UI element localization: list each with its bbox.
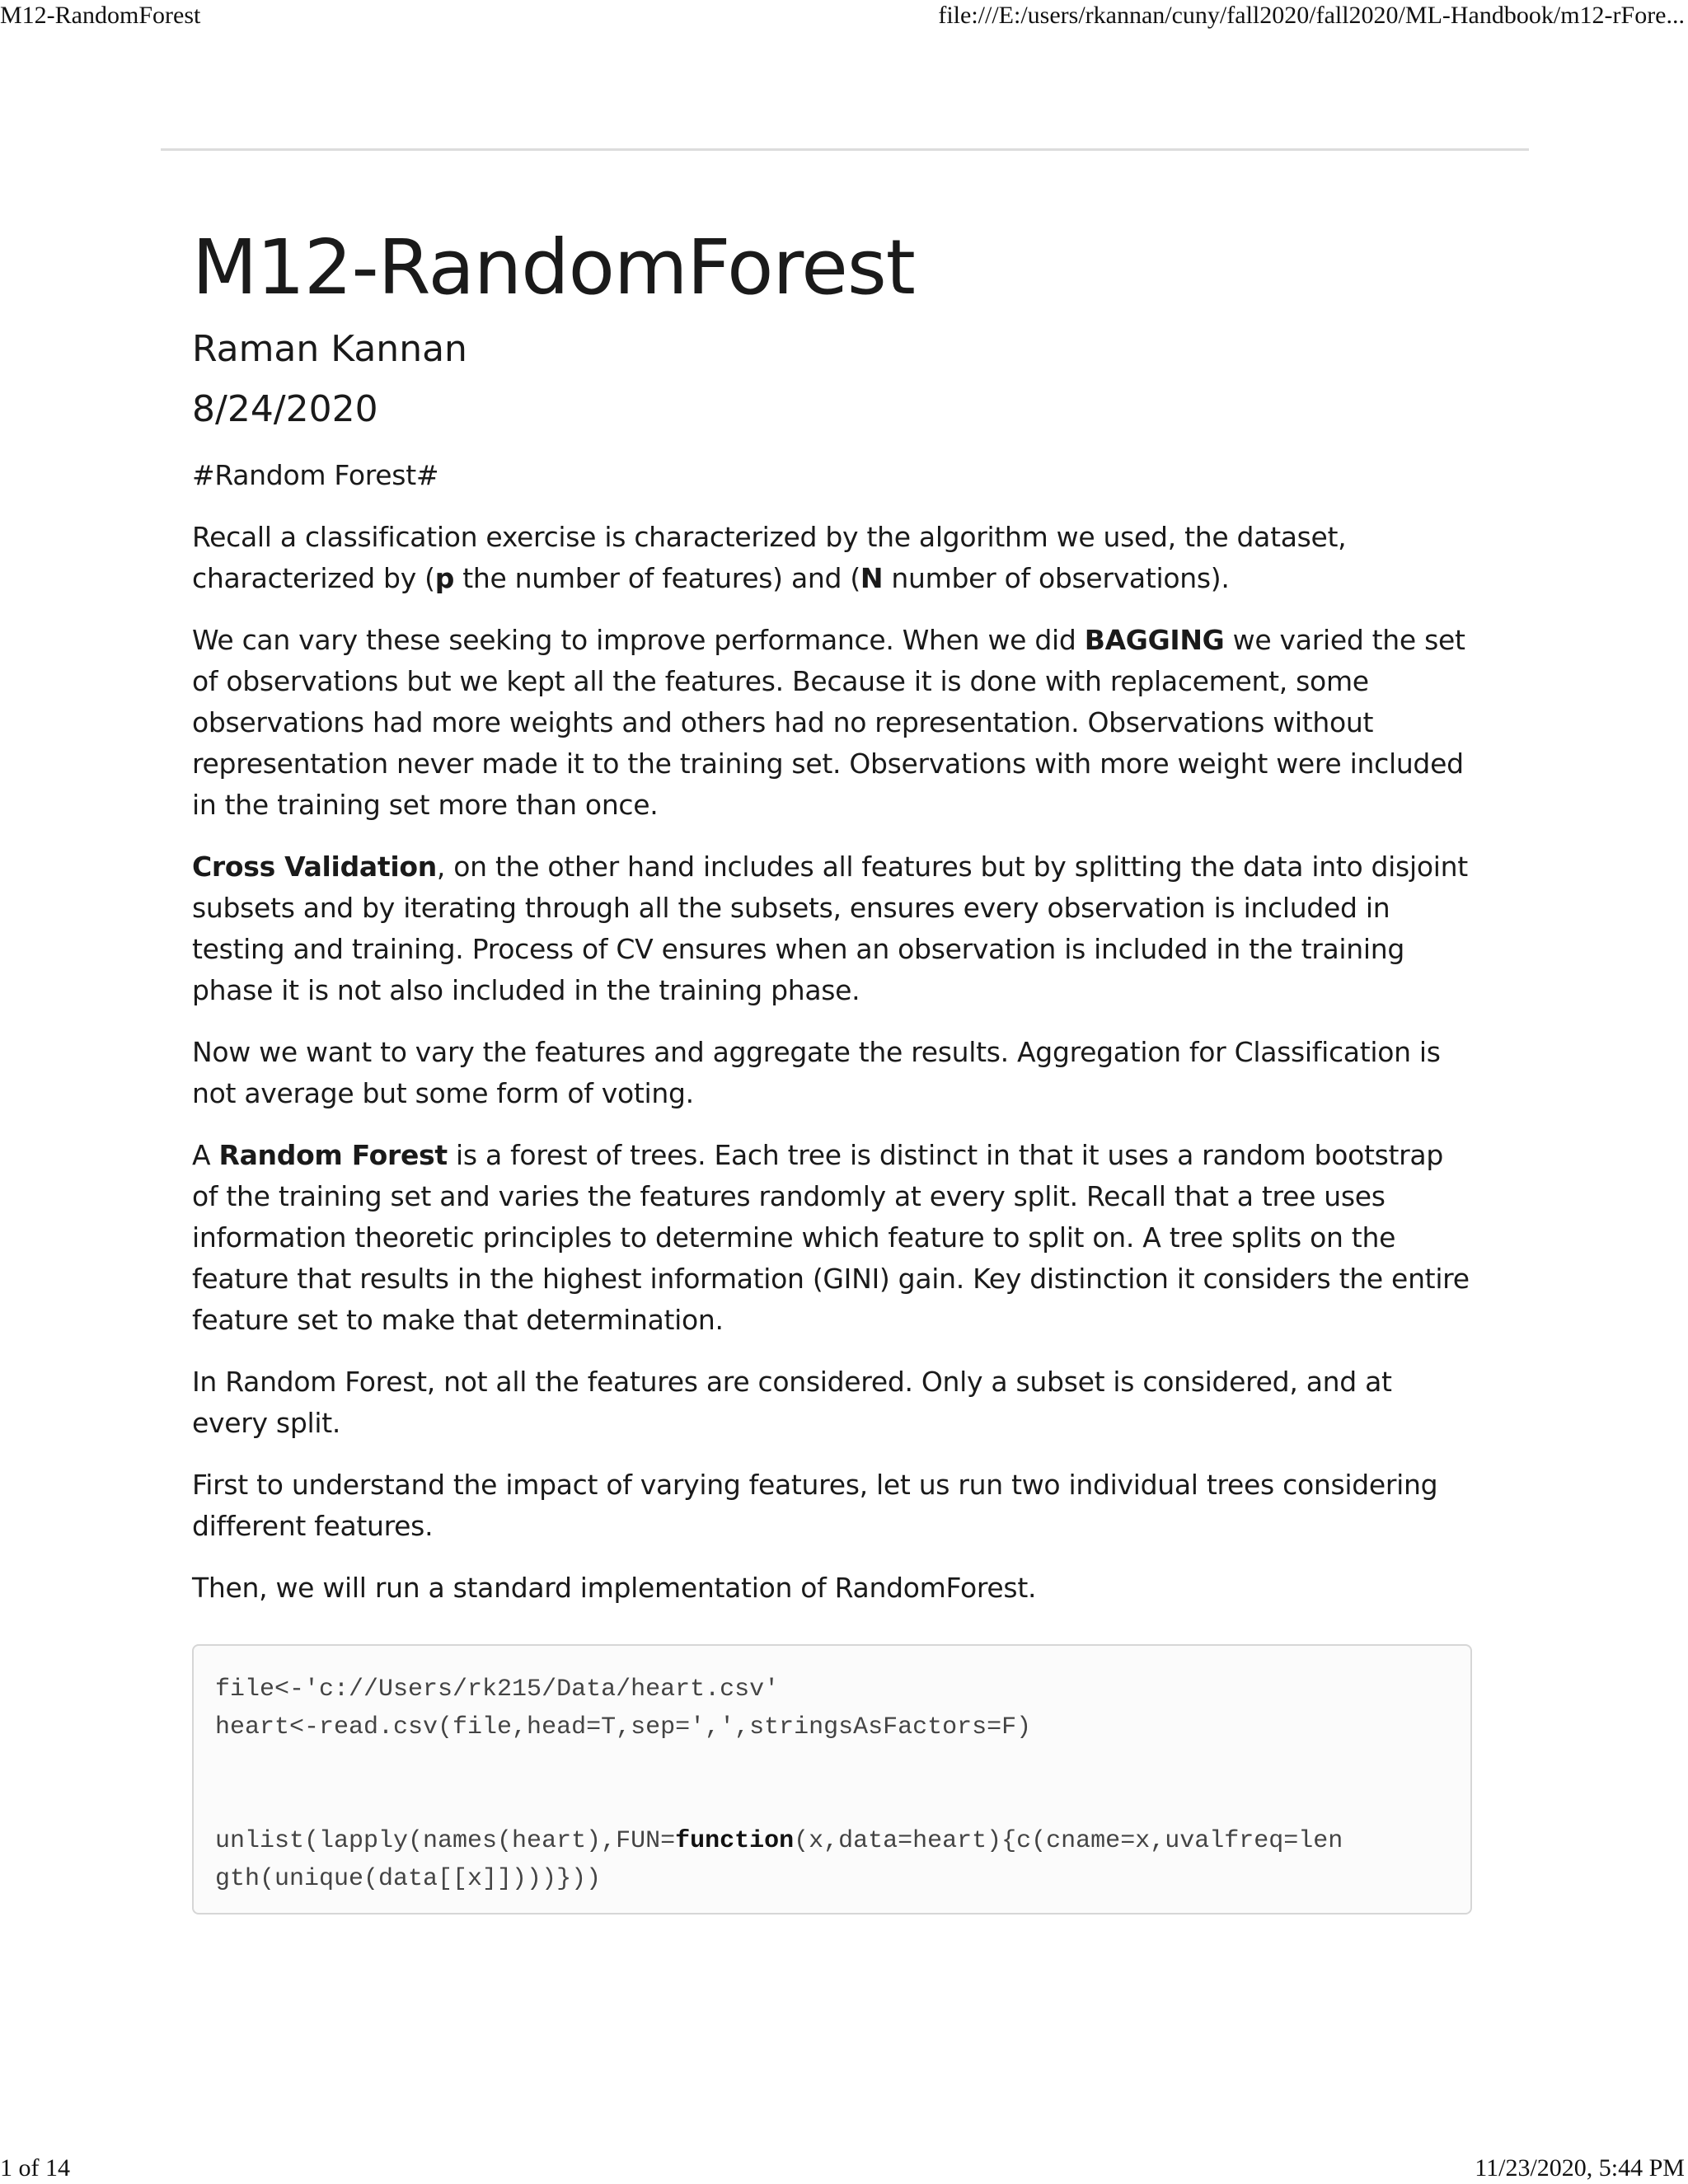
paragraph-6: In Random Forest, not all the features are considered. Only a subset is considered, and at every split.: [192, 1365, 1392, 1439]
document-date: 8/24/2020: [192, 387, 378, 430]
print-header-url: file:///E:/users/rkannan/cuny/fall2020/fall2020/ML-Handbook/m12-rFore...: [938, 2, 1685, 29]
code-line-2: heart<-read.csv(file,head=T,sep=',',stringsAsFactors=F): [215, 1713, 1032, 1741]
paragraph-1: Recall a classification exercise is characterized by the algorithm we used, the dataset, characterized by (p the number of features) and (N number of observations).: [192, 520, 1347, 594]
paragraph-7: First to understand the impact of varying features, let us run two individual trees considering different features.: [192, 1468, 1438, 1542]
code-keyword: function: [675, 1827, 795, 1855]
paragraph-4: Now we want to vary the features and aggregate the results. Aggregation for Classification is not average but some form of voting.: [192, 1035, 1441, 1109]
code-line-3: unlist(lapply(names(heart),FUN=function(x,data=heart){c(cname=x,uvalfreq=len: [215, 1827, 1343, 1855]
top-divider: [161, 148, 1529, 151]
code-blank-gap: [215, 1746, 1449, 1822]
print-footer-page: 1 of 14: [0, 2154, 70, 2182]
paragraph-2: We can vary these seeking to improve performance. When we did BAGGING we varied the set of observations but we kept all the features. Because it is done with replacement, some observations had more weights and others had no representation. Observations without representation never made it to the training set. Observations with more weight were included in the training set more than once.: [192, 623, 1465, 821]
code-line-1: file<-'c://Users/rk215/Data/heart.csv': [215, 1675, 780, 1704]
code-line-4: gth(unique(data[[x]])))})): [215, 1865, 602, 1893]
paragraph-8: Then, we will run a standard implementation of RandomForest.: [192, 1571, 1037, 1604]
print-header-title: M12-RandomForest: [0, 2, 201, 29]
paragraph-5: A Random Forest is a forest of trees. Each tree is distinct in that it uses a random bootstrap of the training set and varies the features randomly at every split. Recall that a tree uses information theoretic principles to determine which feature to split on. A tree splits on the feature that results in the highest information (GINI) gain. Key distinction it considers the entire feature set to make that determination.: [192, 1138, 1470, 1336]
document-body: [192, 224, 1474, 1629]
document-author: Raman Kannan: [192, 327, 467, 370]
print-footer-datetime: 11/23/2020, 5:44 PM: [1475, 2154, 1685, 2182]
section-heading-text: #Random Forest#: [192, 458, 439, 491]
code-block[interactable]: [192, 1644, 1472, 1915]
paragraph-3: Cross Validation, on the other hand includes all features but by splitting the data into disjoint subsets and by iterating through all the subsets, ensures every observation is included in testing and training. Process of CV ensures when an observation is included in the training phase it is not also included in the training phase.: [192, 850, 1468, 1006]
document-title: M12-RandomForest: [192, 223, 915, 312]
